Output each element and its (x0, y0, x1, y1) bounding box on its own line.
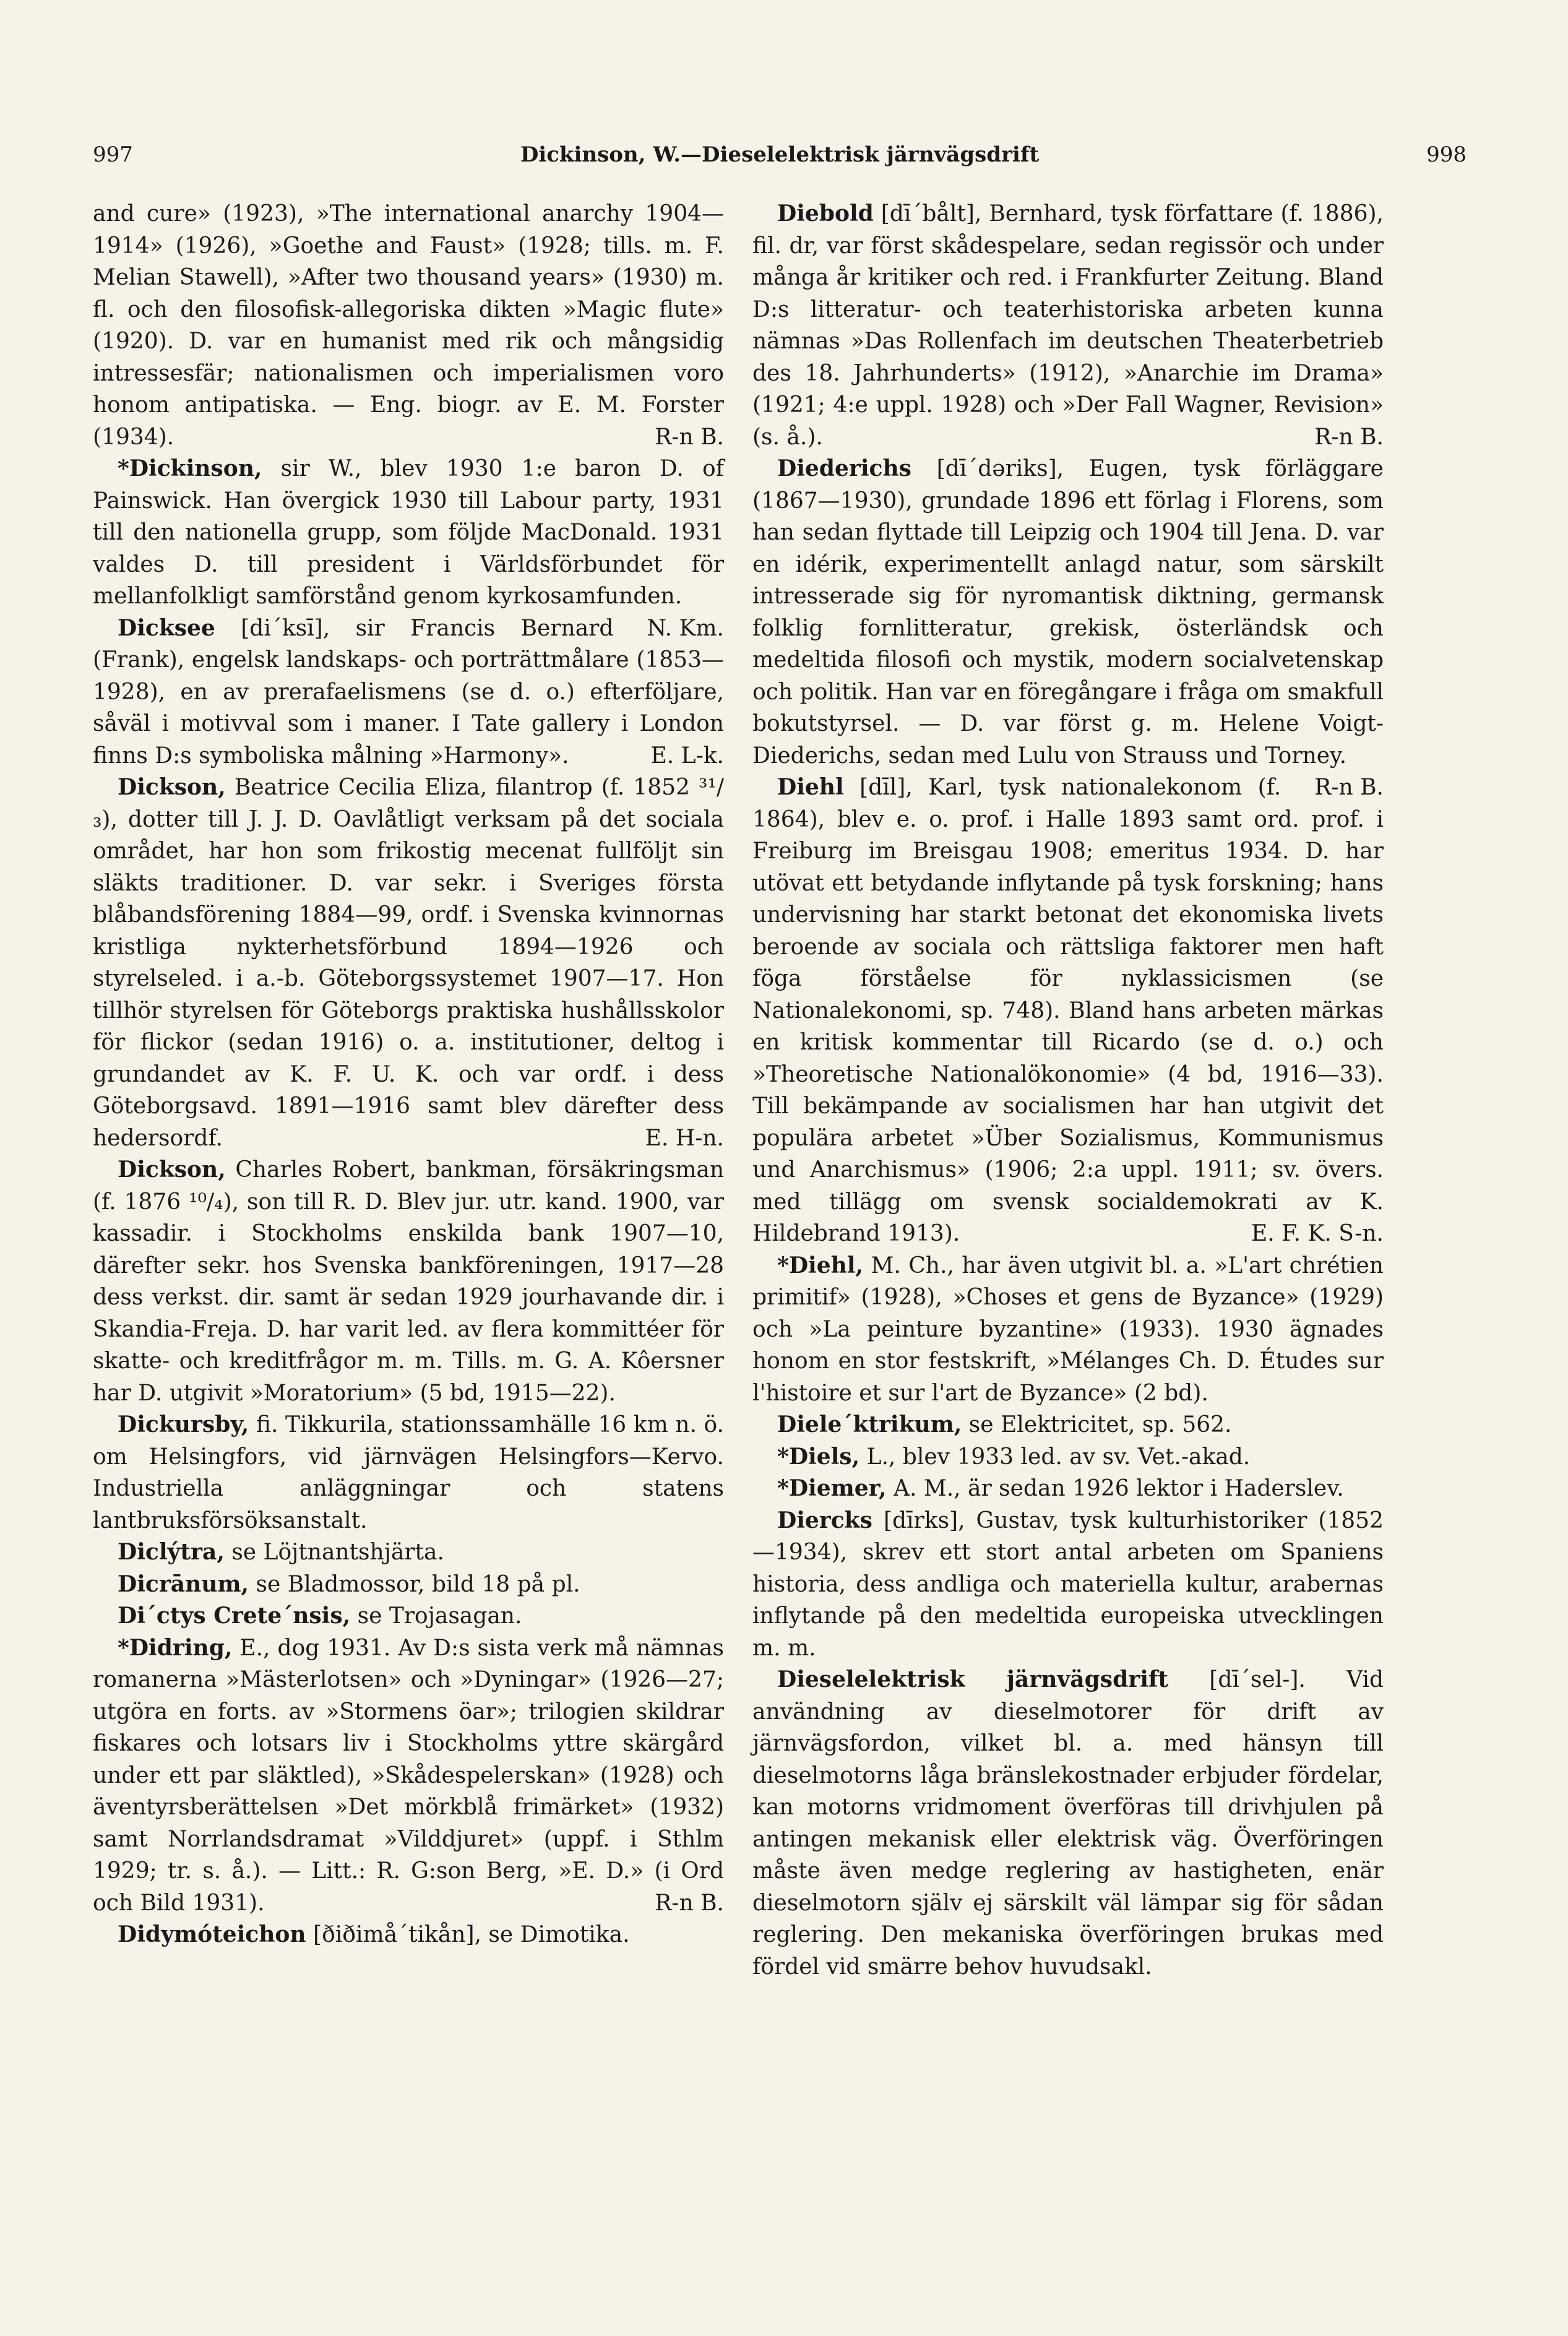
entry-body: fi. Tikkurila, stationssamhälle 16 km n. ö. om Helsingfors, vid järnvägen Helsingfors—Kervo. Industriella anläggningar och statens lantbruksförsöksanstalt. (93, 1412, 724, 1533)
entry-headword: *Dickinson, (118, 455, 262, 481)
entry (93, 1600, 724, 1632)
entry-body: E., dog 1931. Av D:s sista verk må nämnas romanerna »Mästerlotsen» och »Dyningar» (1926—27; utgöra en forts. av »Stormens öar»; trilogien skildrar fiskares och lotsars liv i Stockholms yttre skärgård under ett par släktled), »Skådespelerskan» (1928) och äventyrsberättelsen »Det mörkblå frimärket» (1932) samt Norrlandsdramat »Vilddjuret» (uppf. i Sthlm 1929; tr. s. å.). — Litt.: R. G:son Berg, »E. D.» (i Ord och Bild 1931). (93, 1635, 724, 1916)
entry-body: A. M., är sedan 1926 lektor i Haderslev. (893, 1476, 1344, 1501)
entry-headword: Dieselelektrisk järnvägsdrift (777, 1666, 1169, 1692)
entry-headword: Diclýtra, (118, 1539, 225, 1565)
entry-body: se Löjtnantshjärta. (231, 1540, 444, 1565)
entry-headword: Dickursby, (118, 1412, 249, 1437)
entry-body: [dī´sel-]. Vid användning av dieselmotorer för drift av järnvägsfordon, vilket bl. a. med hänsyn till dieselmotorns låga bränslekostnader erbjuder fördelar, kan motorns vridmoment överföras till drivhjulen på antingen mekanisk eller elektrisk väg. Överföringen måste även medge reglering av hastigheten, enär dieselmotorn själv ej särskilt väl lämpar sig för sådan reglering. Den mekaniska överföringen brukas med fördel vid smärre behov huvudsakl. (752, 1667, 1384, 1980)
entry-headword: Dickson, (118, 774, 226, 800)
page-number-right: 998 (1426, 142, 1467, 167)
entry-headword: Diebold (777, 200, 874, 226)
entry (93, 1919, 724, 1951)
page-header (93, 142, 1467, 179)
entry (93, 1537, 724, 1569)
page-number-left: 997 (93, 142, 133, 167)
entry-headword: Diederichs (777, 455, 911, 481)
entry-headword: Diele´ktrikum, (777, 1412, 962, 1437)
entry-headword: *Diehl, (777, 1252, 864, 1278)
entry-signature: N. Km. (647, 615, 724, 641)
entry (93, 1409, 724, 1537)
entry (93, 198, 724, 453)
entry-signature: R-n B. (655, 424, 724, 450)
entry-signature: R-n B. (655, 1890, 724, 1916)
entry-signature: R-n B. (1314, 424, 1384, 450)
entry-body: sir W., blev 1930 1:e baron D. of Painswick. Han övergick 1930 till Labour party, 1931 till den nationella grupp, som följde MacDonald. 1931 valdes D. till president i Världsförbundet för mellanfolkligt samförstånd genom kyrkosamfunden. (93, 456, 724, 609)
entry-headword: Dicksee (118, 614, 215, 641)
entry (752, 1409, 1384, 1441)
entry-headword: Dicrānum, (118, 1571, 249, 1597)
entry (752, 1473, 1384, 1505)
entry-body: L., blev 1933 led. av sv. Vet.-akad. (866, 1444, 1251, 1470)
entry-body: se Elektricitet, sp. 562. (968, 1412, 1232, 1437)
entry-body: [dīrks], Gustav, tysk kulturhistoriker (1852—1934), skrev ett stort antal arbeten om Spaniens historia, dess andliga och materiella kultur, arabernas inflytande på den medeltida europeiska utvecklingen m. m. (752, 1507, 1384, 1661)
entry-signature: E. F. K. S-n. (1251, 1221, 1384, 1246)
entry (93, 1154, 724, 1409)
entry-headword: Diehl (777, 774, 844, 800)
entry-signature: R-n B. (1314, 775, 1384, 800)
running-title: Dickinson, W.—Dieselelektrisk järnvägsdrift (520, 142, 1040, 167)
entry-headword: *Diemer, (777, 1475, 887, 1501)
entry (93, 1632, 724, 1920)
entry-body: Charles Robert, bankman, försäkringsman (f. 1876 ¹⁰/₄), son till R. D. Blev jur. utr. kand. 1900, var kassadir. i Stockholms enskilda bank 1907—10, därefter sekr. hos Svenska bankföreningen, 1917—28 dess verkst. dir. samt är sedan 1929 jourhavande dir. i Skandia-Freja. D. har varit led. av flera kommittéer för skatte- och kreditfrågor m. m. Tills. m. G. A. Kôersner har D. utgivit »Moratorium» (5 bd, 1915—22). (93, 1157, 724, 1406)
entry (752, 1441, 1384, 1473)
entry-body: [di´ksī], sir Francis Bernard (Frank), engelsk landskaps- och porträttmålare (1853—1928), en av prerafaelismens (se d. o.) efterföljare, såväl i motivval som i maner. I Tate gallery i London finns D:s symboliska målning »Harmony». (93, 615, 724, 769)
entry (752, 1664, 1384, 1983)
entry-headword: Didymóteichon (118, 1921, 306, 1947)
entry-body: [dī´dəriks], Eugen, tysk förläggare (1867—1930), grundade 1896 ett förlag i Florens, som han sedan flyttade till Leipzig och 1904 till Jena. D. var en idérik, experimentellt anlagd natur, som särskilt intresserade sig för nyromantisk diktning, germansk folklig fornlitteratur, grekisk, österländsk och medeltida filosofi och mystik, modern socialvetenskap och politik. Han var en föregångare i fråga om smakfull bokutstyrsel. — D. var först g. m. Helene Voigt-Diederichs, sedan med Lulu von Strauss und Torney. (752, 456, 1384, 769)
entry-body: M. Ch., har även utgivit bl. a. »L'art chrétien primitif» (1928), »Choses et gens de Byzance» (1929) och »La peinture byzantine» (1933). 1930 ägnades honom en stor festskrift, »Mélanges Ch. D. Études sur l'histoire et sur l'art de Byzance» (2 bd). (752, 1252, 1384, 1406)
entry-headword: Di´ctys Crete´nsis, (118, 1603, 351, 1629)
entry (752, 772, 1384, 1250)
entry-body: Beatrice Cecilia Eliza, filantrop (f. 1852 ³¹/₃), dotter till J. J. D. Oavlåtligt verksam på det sociala området, har hon som frikostig mecenat fullföljt sin släkts traditioner. D. var sekr. i Sveriges första blåbandsförening 1884—99, ordf. i Svenska kvinnornas kristliga nykterhetsförbund 1894—1926 och styrelseled. i a.-b. Göteborgssystemet 1907—17. Hon tillhör styrelsen för Göteborgs praktiska hushållsskolor för flickor (sedan 1916) o. a. institutioner, deltog i grundandet av K. F. U. K. och var ordf. i dess Göteborgsavd. 1891—1916 samt blev därefter dess hedersordf. (93, 775, 724, 1151)
entry-body: se Trojasagan. (357, 1603, 522, 1629)
entry-headword: Dickson, (118, 1157, 226, 1183)
entry (93, 772, 724, 1154)
entry-body: [dīl], Karl, tysk nationalekonom (f. 1864), blev e. o. prof. i Halle 1893 samt ord. prof. i Freiburg im Breisgau 1908; emeritus 1934. D. har utövat ett betydande inflytande på tysk forskning; hans undervisning har starkt betonat det ekonomiska livets beroende av sociala och rättsliga faktorer men haft föga förståelse för nyklassicismen (se Nationalekonomi, sp. 748). Bland hans arbeten märkas en kritisk kommentar till Ricardo (se d. o.) och »Theoretische Nationalökonomie» (4 bd, 1916—33). Till bekämpande av socialismen har han utgivit det populära arbetet »Über Sozialismus, Kommunismus und Anarchismus» (1906; 2:a uppl. 1911; sv. övers. med tillägg om svensk socialdemokrati av K. Hildebrand 1913). (752, 775, 1384, 1246)
entry-headword: *Diels, (777, 1443, 860, 1470)
entry (752, 1250, 1384, 1410)
entry-headword: *Didring, (118, 1634, 233, 1661)
entry-body: [dī´bålt], Bernhard, tysk författare (f. 1886), fil. dr, var först skådespelare, sedan regissör och under många år kritiker och red. i Frankfurter Zeitung. Bland D:s litteratur- och teaterhistoriska arbeten kunna nämnas »Das Rollenfach im deutschen Theaterbetrieb des 18. Jahrhunderts» (1912), »Anarchie im Drama» (1921; 4:e uppl. 1928) och »Der Fall Wagner, Revision» (s. å.). (752, 201, 1384, 450)
entry-headword: Diercks (777, 1507, 872, 1533)
left-column (93, 198, 724, 1951)
entry-body: [ðiðimå´tikån], se Dimotika. (313, 1922, 630, 1947)
entry-body: and cure» (1923), »The international anarchy 1904—1914» (1926), »Goethe and Faust» (1928; tills. m. F. Melian Stawell), »After two thousand years» (1930) m. fl. och den filosofisk-allegoriska dikten »Magic flute» (1920). D. var en humanist med rik och mångsidig intressesfär; nationalismen och imperialismen voro honom antipatiska. — Eng. biogr. av E. M. Forster (1934). (93, 201, 724, 450)
entry-signature: E. H-n. (645, 1125, 724, 1151)
entry-body: se Bladmossor, bild 18 på pl. (256, 1571, 580, 1597)
entry-signature: E. L-k. (650, 743, 724, 769)
right-column (752, 198, 1384, 1983)
entry (752, 198, 1384, 453)
entry (752, 1505, 1384, 1665)
entry (93, 1569, 724, 1601)
